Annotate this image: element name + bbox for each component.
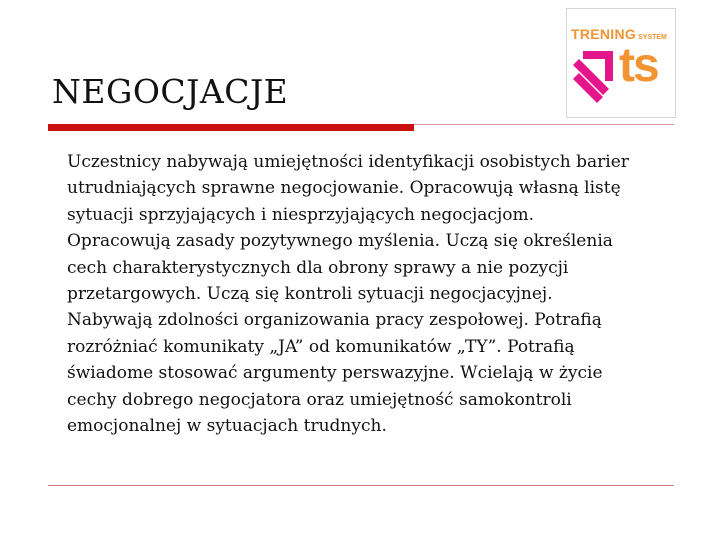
slide-body-text: Uczestnicy nabywają umiejętności identyfikacji osobistych barier utrudniających sprawne negocjowanie. Opracowują własną listę sytuacji sprzyjających i niesprzyjających negocjacjom. Opracowują zasady pozytywnego myślenia. Uczą się określenia cech charakterystycznych dla obrony sprawy a nie pozycji przetargowych. Uczą się kontroli sytuacji negocjacyjnej. Nabywają zdolności organizowania pracy zespołowej. Potrafią rozróżniać komunikaty „JA” od komunikatów „TY”. Potrafią świadome stosować argumenty perswazyjne. Wcielają w życie cechy dobrego negocjatora oraz umiejętność samokontroli emocjonalnej w sytuacjach trudnych. — [67, 152, 629, 437]
trening-system-logo — [566, 8, 676, 118]
slide-title: NEGOCJACJE — [52, 72, 289, 111]
logo-ts-mark: ts — [619, 39, 658, 92]
logo-word-trening: TRENING — [571, 26, 637, 42]
footer-divider — [48, 485, 674, 486]
title-divider-accent — [48, 124, 414, 131]
logo-word-system: SYSTEM — [638, 34, 667, 41]
arrow-up-right-icon — [569, 47, 619, 103]
